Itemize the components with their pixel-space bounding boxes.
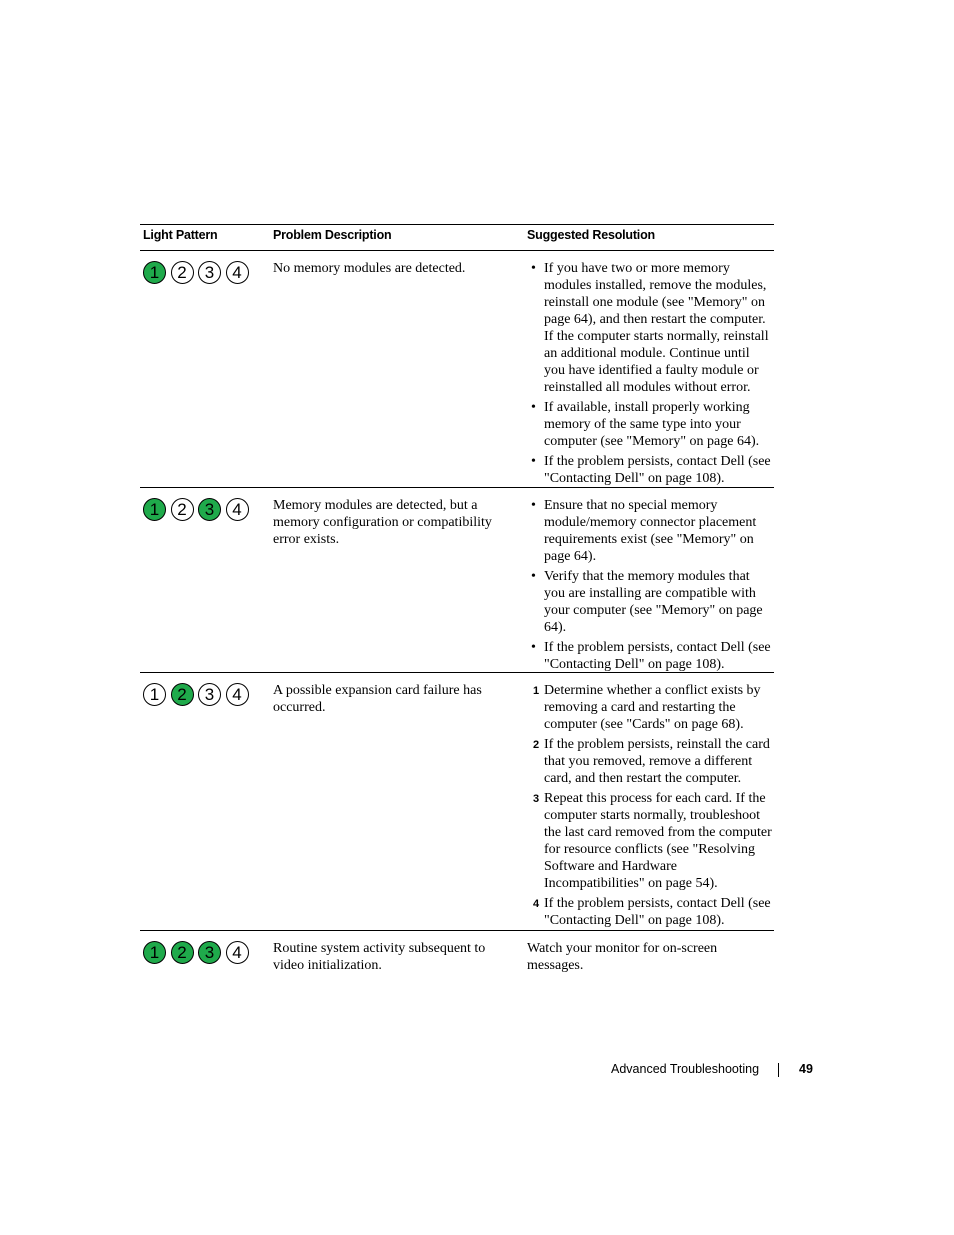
- step-text: Repeat this process for each card. If the computer starts normally, troubleshoot the last card removed from the computer for resource conflicts (see "Resolving Software and Hardware Incompatibilities" on page 54).: [544, 791, 772, 891]
- diagnostic-light-4-icon: 4: [226, 683, 249, 706]
- step-number: 1: [533, 685, 540, 697]
- table-row: [140, 673, 774, 931]
- table-header: [140, 224, 774, 251]
- step-text: Determine whether a conflict exists by removing a card and restarting the computer (see "Cards" on page 68).: [544, 683, 761, 732]
- step-number: 2: [533, 739, 540, 751]
- diagnostic-light-3-icon: 3: [198, 498, 221, 521]
- numbered-step: [527, 682, 774, 733]
- header-problem-description: Problem Description: [273, 228, 392, 242]
- problem-description: Routine system activity subsequent to video initialization.: [273, 941, 486, 973]
- page-number: 49: [799, 1062, 813, 1076]
- diagnostic-light-2-icon: 2: [171, 498, 194, 521]
- diagnostic-light-4-icon: 4: [226, 261, 249, 284]
- suggested-resolution: Watch your monitor for on-screen messages.: [527, 941, 718, 973]
- step-number: 3: [533, 793, 540, 805]
- diagnostic-light-1-icon: 1: [143, 683, 166, 706]
- page-footer: [611, 1062, 813, 1076]
- diagnostic-light-2-icon: 2: [171, 941, 194, 964]
- light-pattern-table: [140, 224, 774, 979]
- diagnostic-light-4-icon: 4: [226, 941, 249, 964]
- suggested-resolution: [527, 497, 774, 676]
- diagnostic-light-2-icon: 2: [171, 261, 194, 284]
- table-row: [140, 488, 774, 673]
- light-pattern: [143, 261, 253, 284]
- diagnostic-light-2-icon: 2: [171, 683, 194, 706]
- header-suggested-resolution: Suggested Resolution: [527, 228, 655, 242]
- diagnostic-light-3-icon: 3: [198, 941, 221, 964]
- diagnostic-light-1-icon: 1: [143, 941, 166, 964]
- diagnostic-light-1-icon: 1: [143, 261, 166, 284]
- footer-section-title: Advanced Troubleshooting: [611, 1062, 760, 1076]
- numbered-step: [527, 895, 774, 929]
- step-text: If the problem persists, contact Dell (see "Contacting Dell" on page 108).: [544, 896, 771, 928]
- step-text: If the problem persists, reinstall the card that you removed, remove a different card, and then restart the computer.: [544, 737, 770, 786]
- list-item: • Verify that the memory modules that you are installing are compatible with your computer (see "Memory" on page 64).: [527, 568, 774, 636]
- numbered-step: [527, 790, 774, 892]
- list-item: • If available, install properly working memory of the same type into your computer (see "Memory" on page 64).: [527, 399, 774, 450]
- table-row: [140, 251, 774, 488]
- diagnostic-light-3-icon: 3: [198, 261, 221, 284]
- table-row: [140, 931, 774, 979]
- list-item: • If the problem persists, contact Dell (see "Contacting Dell" on page 108).: [527, 453, 774, 487]
- diagnostic-light-3-icon: 3: [198, 683, 221, 706]
- list-item: • If you have two or more memory modules installed, remove the modules, reinstall one module (see "Memory" on page 64), and then restart the computer. If the computer starts normally, reinstall an additional module. Continue until you have identified a faulty module or reinstalled all modules without error.: [527, 260, 774, 396]
- problem-description: A possible expansion card failure has occurred.: [273, 683, 482, 715]
- problem-description: No memory modules are detected.: [273, 261, 466, 276]
- light-pattern: [143, 498, 253, 521]
- numbered-step: [527, 736, 774, 787]
- footer-divider: [778, 1063, 779, 1077]
- suggested-resolution: [527, 260, 774, 490]
- list-item: • Ensure that no special memory module/memory connector placement requirements exist (see "Memory" on page 64).: [527, 497, 774, 565]
- light-pattern: [143, 683, 253, 706]
- diagnostic-light-4-icon: 4: [226, 498, 249, 521]
- list-item: • If the problem persists, contact Dell (see "Contacting Dell" on page 108).: [527, 639, 774, 673]
- header-light-pattern: Light Pattern: [143, 228, 218, 242]
- problem-description: Memory modules are detected, but a memory configuration or compatibility error exists.: [273, 498, 492, 547]
- suggested-resolution: [527, 682, 774, 932]
- step-number: 4: [533, 898, 540, 910]
- diagnostic-light-1-icon: 1: [143, 498, 166, 521]
- light-pattern: [143, 941, 253, 964]
